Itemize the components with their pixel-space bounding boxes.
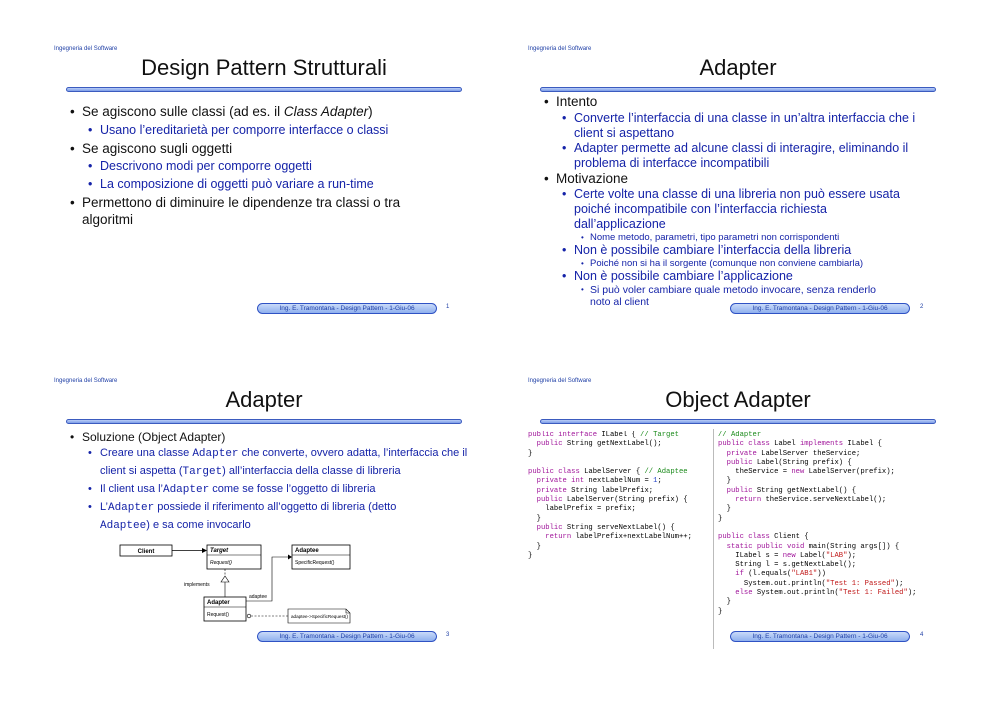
code-line: public LabelServer(String prefix) { (536, 496, 688, 505)
uml-note-text: adaptee->SpecificRequest() (291, 614, 349, 619)
slide-body (66, 104, 470, 228)
slide-title: Adapter (225, 387, 303, 412)
page-number: 3 (446, 632, 450, 638)
code-line: return labelPrefix+nextLabelNum++; (545, 533, 692, 542)
uml-arrow-head (202, 548, 207, 553)
sub-bullet: • Descrivono modi per comporre oggetti (66, 159, 470, 174)
code-line: private int nextLabelNum = 1; (536, 477, 662, 486)
code-line: if (l.equals("LAB1")) (735, 570, 826, 579)
uml-adapter-op: Request() (207, 612, 229, 618)
code-line: public interface ILabel { // Target (528, 431, 679, 439)
code-line: else System.out.println("Test 1: Failed"); (735, 589, 917, 598)
sub-bullet: • Converte l’interfaccia di una classe in un’altra interfaccia che i client si aspettano (540, 111, 939, 141)
code-line: } (528, 551, 533, 560)
code-line: public String serveNextLabel() { (536, 523, 675, 532)
code-line: } (718, 477, 731, 486)
code-line: theService = new LabelServer(prefix); (718, 468, 895, 477)
code-line: } (528, 514, 541, 523)
slide-title: Design Pattern Strutturali (141, 55, 387, 80)
code-line: } (718, 598, 731, 607)
code-line (718, 524, 940, 533)
sub-bullet: • La composizione di oggetti può variare a run-time (66, 177, 470, 192)
slide-3 (54, 378, 474, 668)
bullet: • Motivazione (540, 171, 944, 188)
page-number: 1 (446, 304, 450, 310)
uml-adapter-label: Adapter (207, 600, 230, 606)
slide-header: Ingegneria del Software (54, 378, 118, 384)
code-line: public class Label implements ILabel { (718, 440, 882, 449)
code-line: // Adapter (718, 431, 762, 439)
uml-target-label: Target (210, 548, 229, 554)
uml-association-arrow (288, 555, 292, 560)
code-line: private LabelServer theService; (726, 449, 861, 458)
slide-1 (54, 46, 474, 336)
code-block-right (718, 431, 940, 617)
bullet: • Se agiscono sugli oggetti (66, 141, 470, 158)
slide-title: Object Adapter (665, 387, 811, 412)
sub-bullet: • Creare una classe Adapter che converte, ovvero adatta, l’interfaccia che il client si aspetta (Target) all’interfaccia della classe di libreria (66, 445, 475, 481)
code-line: labelPrefix = prefix; (528, 505, 636, 514)
slide-footer: Ing. E. Tramontana - Design Pattern - 1-Giu-06 (257, 631, 437, 642)
sub-bullet: • Certe volte una classe di una libreria non può essere usata poiché incompatibile con l’interfaccia richiesta dall’applicazione (540, 187, 919, 232)
uml-realization-arrow (221, 576, 229, 582)
sub-bullet: • Non è possibile cambiare l’applicazione (540, 269, 944, 284)
sub-bullet: • Adapter permette ad alcune classi di interagire, eliminando il problema di interfacce incompatibili (540, 141, 939, 171)
code-line: public Label(String prefix) { (726, 458, 852, 467)
slide-body (540, 94, 944, 308)
code-block-left (528, 431, 710, 561)
slide-title: Adapter (699, 55, 777, 80)
sub-sub-bullet: • Si può voler cambiare quale metodo invocare, senza renderlo noto al client (540, 284, 880, 308)
bullet: • Se agiscono sulle classi (ad es. il Class Adapter) (66, 104, 470, 121)
sub-bullet: • Non è possibile cambiare l’interfaccia della libreria (540, 243, 944, 258)
slide-footer: Ing. E. Tramontana - Design Pattern - 1-Giu-06 (257, 303, 437, 314)
code-line: System.out.println("Test 1: Passed"); (718, 579, 904, 588)
code-line: private String labelPrefix; (536, 486, 654, 495)
uml-adaptee-op: SpecificRequest() (295, 560, 335, 566)
slide-footer: Ing. E. Tramontana - Design Pattern - 1-Giu-06 (730, 631, 910, 642)
code-line: String l = s.getNextLabel(); (718, 561, 857, 570)
uml-implements-label: implements (184, 582, 210, 588)
title-underline (66, 87, 462, 92)
bullet: • Intento (540, 94, 944, 111)
uml-adaptee-label: Adaptee (295, 548, 319, 554)
sub-bullet: • L’Adapter possiede il riferimento all’oggetto di libreria (detto Adaptee) e sa come invocarlo (66, 499, 440, 535)
uml-client-label: Client (137, 549, 155, 555)
code-line: return theService.serveNextLabel(); (735, 496, 887, 505)
code-line (528, 459, 710, 468)
code-line: public String getNextLabel(); (536, 440, 662, 449)
page-number: 4 (920, 632, 924, 638)
code-line: static public void main(String args[]) { (726, 542, 900, 551)
title-underline (540, 87, 936, 92)
uml-association-label: adaptee (249, 594, 268, 600)
code-divider (713, 429, 714, 649)
slide-header: Ingegneria del Software (528, 378, 592, 384)
slide-2 (528, 46, 948, 336)
code-line: } (528, 542, 541, 551)
bullet: • Permettono di diminuire le dipendenze tra classi o tra algoritmi (66, 195, 452, 228)
sub-bullet: • Il client usa l’Adapter come se fosse l’oggetto di libreria (66, 481, 470, 499)
code-line: public class LabelServer { // Adaptee (528, 468, 688, 477)
code-line: ILabel s = new Label("LAB"); (718, 551, 857, 560)
slide-body (66, 430, 470, 535)
sub-bullet: • Usano l’ereditarietà per comporre interfacce o classi (66, 123, 470, 138)
uml-target-op: Request() (210, 560, 232, 566)
page-number: 2 (920, 304, 924, 310)
title-underline (66, 419, 462, 424)
slide-4 (528, 378, 948, 668)
slide-header: Ingegneria del Software (528, 46, 592, 52)
sub-sub-bullet: • Poiché non si ha il sorgente (comunque non conviene cambiarla) (540, 258, 944, 269)
bullet: • Soluzione (Object Adapter) (66, 430, 470, 445)
code-line: } (718, 505, 731, 514)
title-underline (540, 419, 936, 424)
code-line: } (718, 607, 723, 616)
uml-class-diagram (110, 543, 400, 643)
code-line: } (528, 449, 533, 458)
sub-sub-bullet: • Nome metodo, parametri, tipo parametri non corrispondenti (540, 232, 944, 243)
slide-header: Ingegneria del Software (54, 46, 118, 52)
code-line: public class Client { (718, 533, 809, 542)
code-line: } (718, 514, 723, 523)
slide-footer: Ing. E. Tramontana - Design Pattern - 1-Giu-06 (730, 303, 910, 314)
code-line: public String getNextLabel() { (726, 486, 857, 495)
